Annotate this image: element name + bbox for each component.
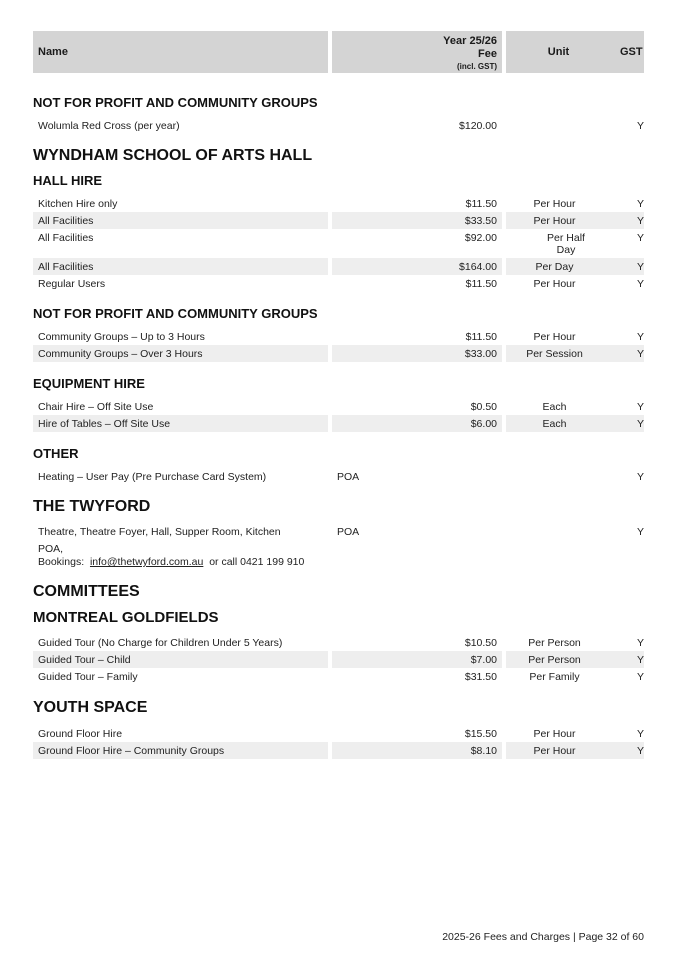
row-name: Guided Tour – Family	[38, 671, 138, 683]
row-price: $15.50	[464, 728, 497, 740]
row-price: $11.50	[465, 331, 497, 343]
row-price: $10.50	[464, 637, 497, 649]
row-gst: Y	[637, 401, 645, 413]
header-fee-year: Year 25/26	[443, 35, 497, 47]
row-price: $33.50	[464, 215, 497, 227]
header-fee-cell	[332, 31, 502, 73]
row-gst: Y	[637, 331, 645, 343]
row-unit: Per Hour	[533, 745, 576, 757]
table-row	[33, 345, 644, 362]
row-gst: Y	[637, 671, 645, 683]
table-row	[33, 634, 644, 651]
row-gst: Y	[637, 471, 645, 483]
table-row	[33, 328, 644, 345]
table-row	[33, 651, 644, 668]
header-fee-gst-note: (incl. GST)	[457, 62, 497, 71]
header-fee: Fee	[478, 48, 497, 60]
row-name: Theatre, Theatre Foyer, Hall, Supper Room, Kitchen	[38, 526, 281, 538]
row-unit: Per Person	[528, 637, 581, 649]
row-name: Kitchen Hire only	[38, 198, 118, 210]
row-name: Guided Tour – Child	[38, 654, 131, 666]
table-row	[33, 398, 644, 415]
row-unit: Per Session	[526, 348, 583, 360]
row-unit: Per Day	[535, 261, 574, 273]
table-row	[33, 523, 644, 540]
section-title: YOUTH SPACE	[33, 699, 148, 716]
row-unit: Per Hour	[533, 278, 576, 290]
table-row	[33, 212, 644, 229]
section-title: COMMITTEES	[33, 583, 140, 600]
twyford-booking-note	[38, 543, 304, 569]
row-gst: Y	[637, 215, 645, 227]
row-unit: Each	[542, 418, 567, 430]
row-price: $164.00	[459, 261, 497, 273]
page-footer: 2025-26 Fees and Charges | Page 32 of 60	[442, 931, 644, 943]
table-row	[33, 195, 644, 212]
row-gst: Y	[637, 232, 645, 244]
row-price: $11.50	[465, 278, 497, 290]
header-gst: GST	[620, 46, 643, 58]
section-heading: EQUIPMENT HIRE	[33, 376, 145, 391]
table-row	[33, 468, 644, 485]
header-name-cell	[33, 31, 328, 73]
section-heading: HALL HIRE	[33, 173, 103, 188]
row-unit: Per Half Day	[547, 232, 585, 256]
bookings-label: Bookings:	[38, 556, 85, 568]
row-name: Hire of Tables – Off Site Use	[38, 418, 171, 430]
table-row	[33, 117, 644, 134]
table-row	[33, 742, 644, 759]
row-gst: Y	[637, 526, 645, 538]
row-name: Heating – User Pay (Pre Purchase Card System)	[38, 471, 267, 483]
row-name: Chair Hire – Off Site Use	[38, 401, 154, 413]
table-row	[33, 229, 644, 258]
row-price: $92.00	[464, 232, 497, 244]
row-price: $120.00	[459, 120, 497, 132]
email-link[interactable]: info@thetwyford.com.au	[89, 556, 204, 568]
section-heading: NOT FOR PROFIT AND COMMUNITY GROUPS	[33, 306, 318, 321]
table-row	[33, 668, 644, 685]
table-row	[33, 725, 644, 742]
row-name: Community Groups – Over 3 Hours	[38, 348, 203, 360]
row-gst: Y	[637, 728, 645, 740]
row-gst: Y	[637, 637, 645, 649]
note-line: POA,	[38, 543, 64, 555]
table-row	[33, 415, 644, 432]
header-name: Name	[38, 46, 68, 58]
row-unit: Per Hour	[533, 215, 576, 227]
row-gst: Y	[637, 198, 645, 210]
section-heading: OTHER	[33, 446, 79, 461]
row-unit: Per Hour	[533, 728, 576, 740]
section-title: THE TWYFORD	[33, 498, 151, 515]
row-gst: Y	[637, 120, 645, 132]
section-title: WYNDHAM SCHOOL OF ARTS HALL	[33, 147, 313, 164]
row-name: Community Groups – Up to 3 Hours	[38, 331, 205, 343]
row-unit: Per Family	[529, 671, 580, 683]
row-gst: Y	[637, 278, 645, 290]
row-unit: Per Person	[528, 654, 581, 666]
row-gst: Y	[637, 745, 645, 757]
row-price: POA	[337, 526, 360, 538]
row-gst: Y	[637, 348, 645, 360]
row-unit: Per Hour	[533, 198, 576, 210]
row-gst: Y	[637, 261, 645, 273]
table-row	[33, 275, 644, 292]
row-name: Wolumla Red Cross (per year)	[38, 120, 180, 132]
row-price: $11.50	[465, 198, 497, 210]
row-name: Ground Floor Hire – Community Groups	[38, 745, 225, 757]
row-price: $33.00	[464, 348, 497, 360]
row-price: $8.10	[470, 745, 497, 757]
section-heading: NOT FOR PROFIT AND COMMUNITY GROUPS	[33, 95, 318, 110]
row-unit: Each	[542, 401, 567, 413]
row-price: POA	[337, 471, 360, 483]
note-bookings-line	[38, 556, 304, 569]
row-name: Regular Users	[38, 278, 106, 290]
row-name: Guided Tour (No Charge for Children Under 5 Years)	[38, 637, 283, 649]
row-name: All Facilities	[38, 261, 94, 273]
section-subtitle: MONTREAL GOLDFIELDS	[33, 609, 219, 626]
header-unit-cell	[506, 31, 644, 73]
row-unit: Per Hour	[533, 331, 576, 343]
row-price: $6.00	[470, 418, 497, 430]
phone-text: or call 0421 199 910	[209, 556, 305, 568]
row-gst: Y	[637, 418, 645, 430]
row-gst: Y	[637, 654, 645, 666]
row-price: $31.50	[464, 671, 497, 683]
row-name: All Facilities	[38, 215, 94, 227]
row-name: Ground Floor Hire	[38, 728, 123, 740]
row-name: All Facilities	[38, 232, 94, 244]
row-price: $7.00	[470, 654, 497, 666]
row-price: $0.50	[470, 401, 497, 413]
table-header	[33, 31, 644, 73]
table-row	[33, 258, 644, 275]
header-unit: Unit	[547, 46, 570, 58]
